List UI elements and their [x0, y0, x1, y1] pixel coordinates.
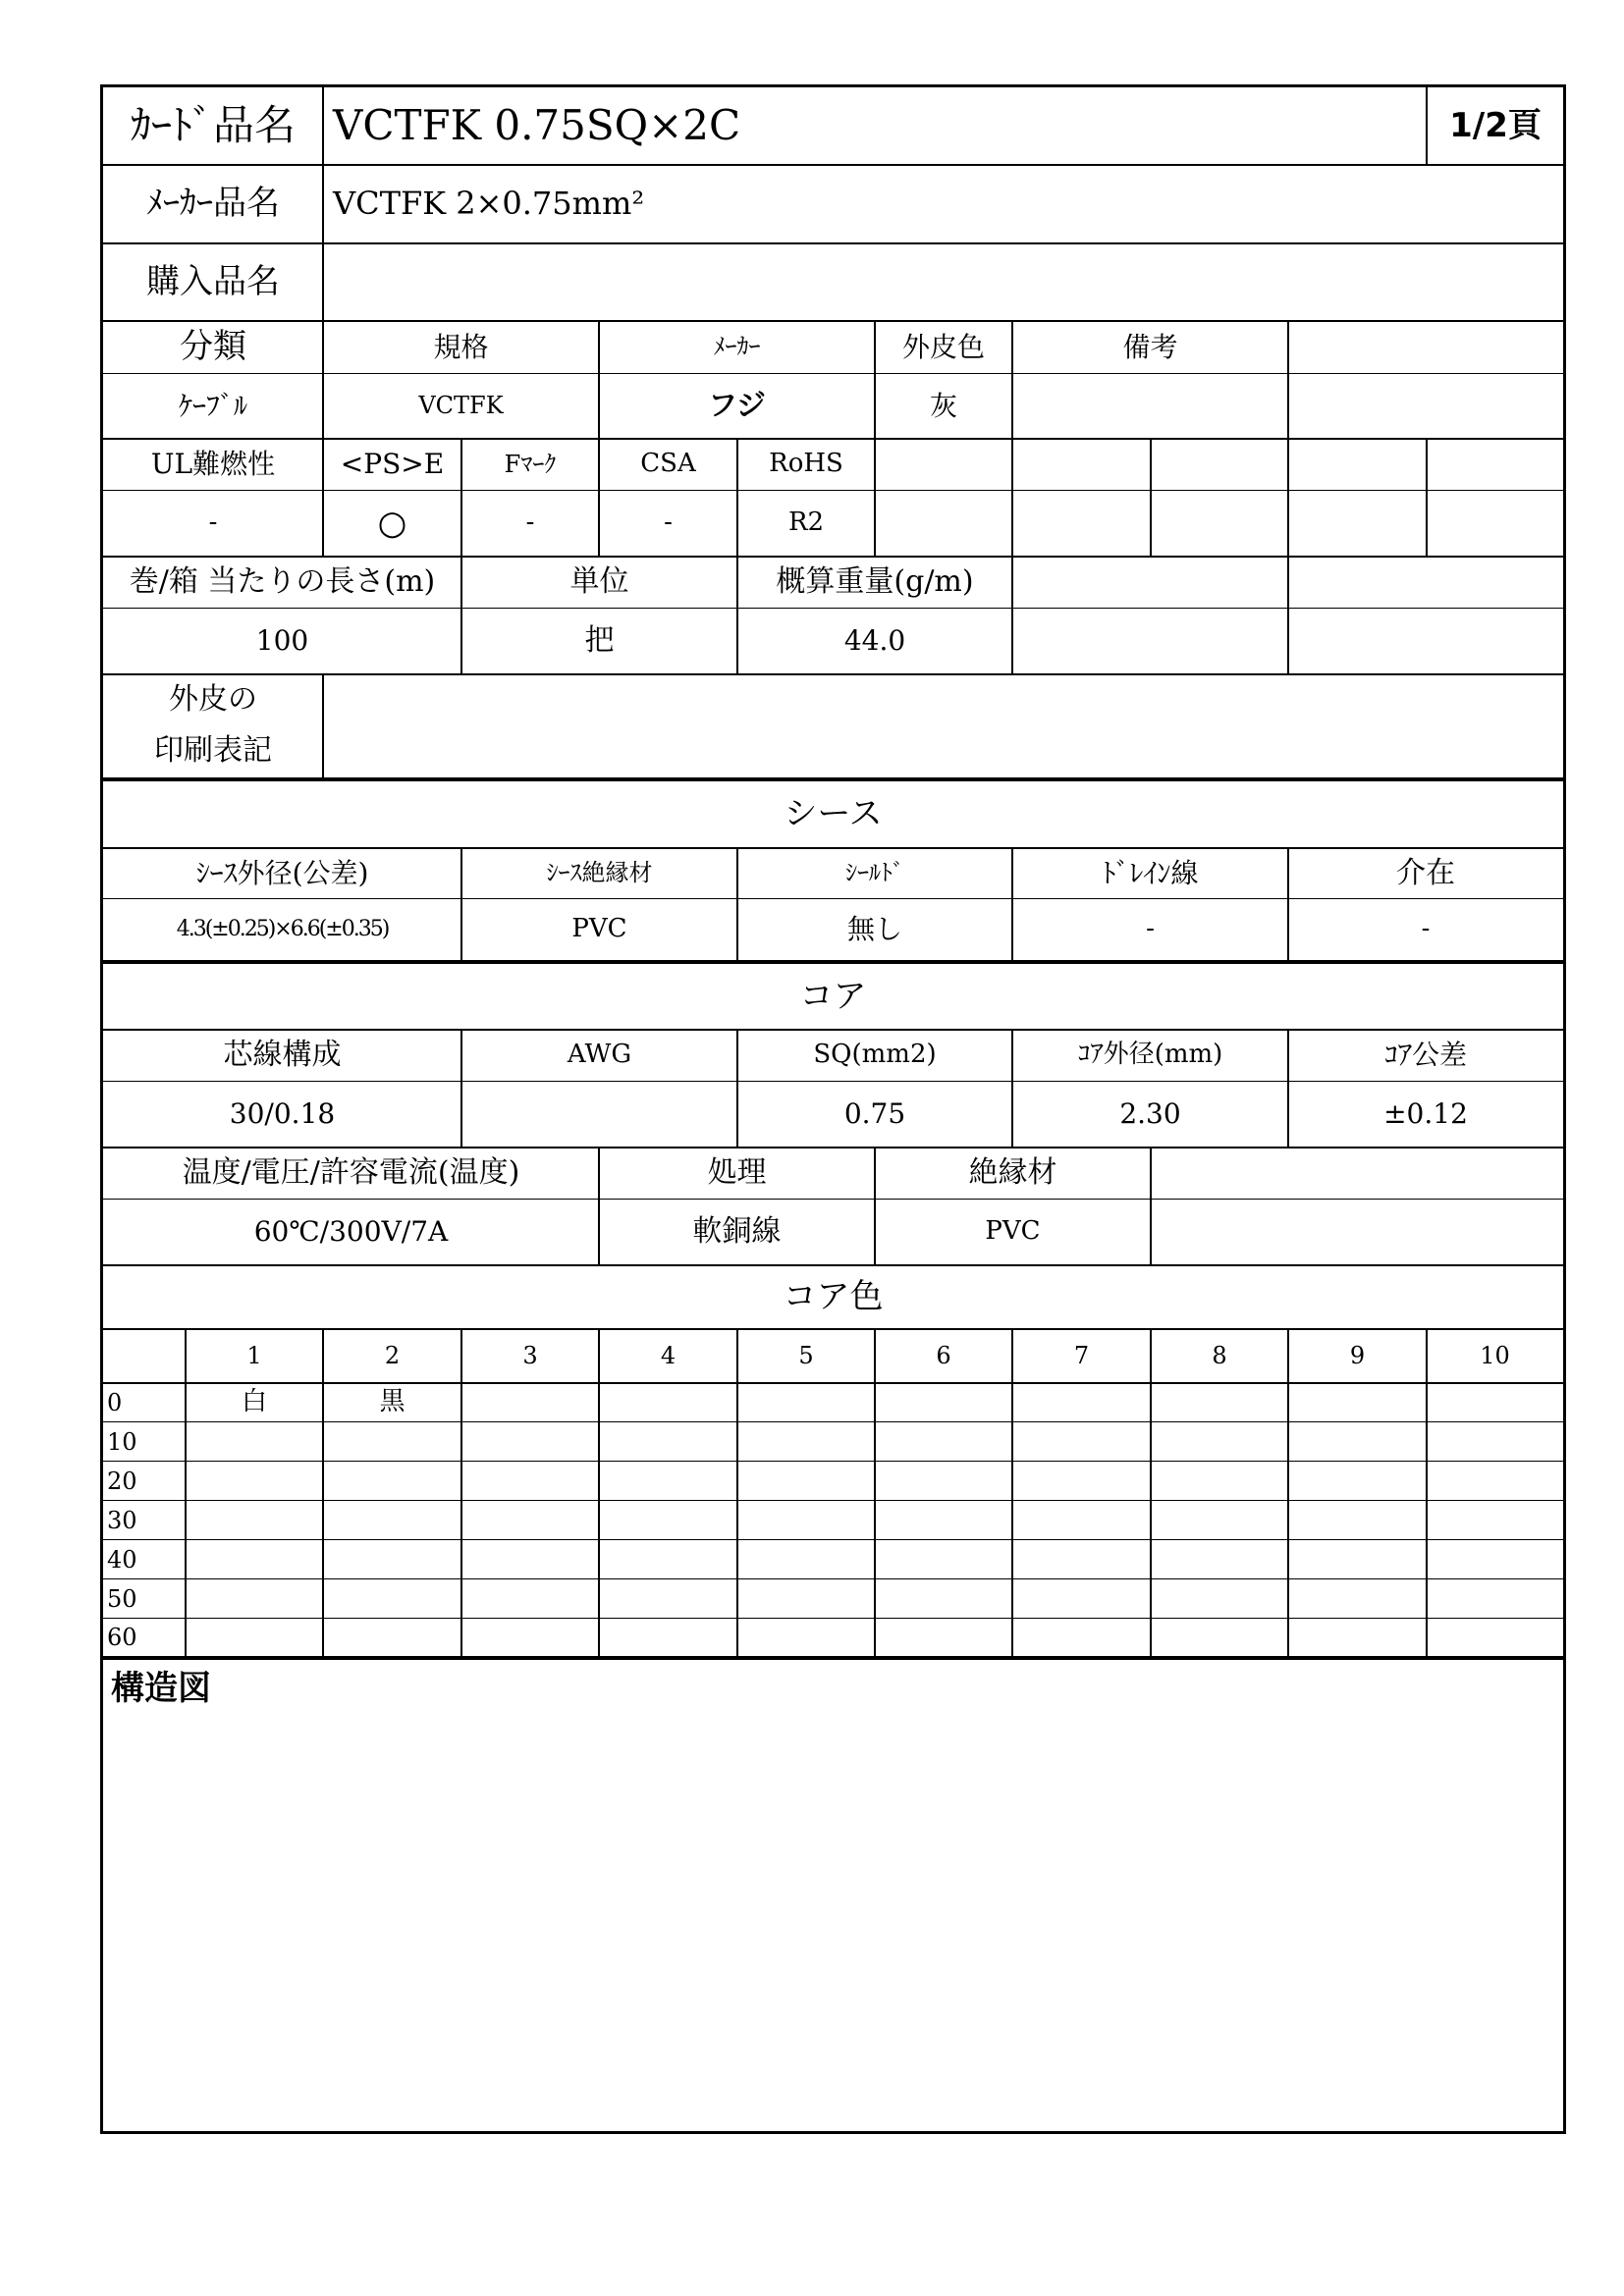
core-color-cell — [1427, 1540, 1563, 1579]
print-marking-label-2: 印刷表記 — [154, 733, 272, 768]
standard-value: VCTFK — [418, 392, 504, 420]
core-color-cell — [461, 1462, 599, 1501]
csa-header: CSA — [640, 449, 696, 479]
core-color-col-header: 8 — [1212, 1341, 1227, 1369]
cert-extra-header-1 — [875, 439, 1012, 490]
core-color-row-label: 10 — [107, 1427, 137, 1456]
core-color-cell — [1012, 1383, 1151, 1422]
core-color-col-header: 5 — [798, 1341, 814, 1369]
core-color-cell — [1288, 1579, 1427, 1619]
core-color-cell — [1288, 1501, 1427, 1540]
core-color-cell — [875, 1579, 1012, 1619]
core-color-cell — [1427, 1422, 1563, 1462]
rating-value: 60℃/300V/7A — [253, 1215, 449, 1249]
sheath-section-title: シース — [784, 794, 883, 834]
core-color-cell — [875, 1462, 1012, 1501]
core-color-cell — [1427, 1501, 1563, 1540]
classification-header: 分類 — [180, 327, 246, 367]
structure-diagram-area — [103, 1713, 1563, 2125]
core-color-row-label: 60 — [107, 1623, 137, 1651]
purchase-name-value — [323, 243, 1563, 320]
core-color-cell — [599, 1383, 737, 1422]
unit-value: 把 — [584, 623, 615, 658]
core-color-cell — [875, 1501, 1012, 1540]
core-color-cell — [186, 1619, 323, 1656]
sheath-insulation-value: PVC — [571, 914, 627, 944]
awg-header: AWG — [567, 1040, 632, 1070]
core-color-cell — [1012, 1579, 1151, 1619]
insulation-header: 絶縁材 — [968, 1155, 1057, 1190]
core-color-col-header: 7 — [1073, 1341, 1090, 1369]
print-marking-label-1: 外皮の — [169, 682, 257, 717]
rating-header: 温度/電圧/許容電流(温度) — [182, 1155, 520, 1190]
core-color-col-header: 6 — [936, 1341, 951, 1369]
core-color-cell — [1288, 1462, 1427, 1501]
core-color-cell — [737, 1540, 875, 1579]
insulation-value: PVC — [985, 1216, 1041, 1247]
core-color-cell — [323, 1501, 461, 1540]
filler-value: - — [1421, 914, 1431, 944]
core-color-cell — [1288, 1383, 1427, 1422]
core-color-cell — [875, 1619, 1012, 1656]
cert-extra-header-2 — [1012, 439, 1151, 490]
core-color-cell — [1151, 1422, 1288, 1462]
core-color-cell — [737, 1579, 875, 1619]
core-color-cell — [1427, 1619, 1563, 1656]
core-color-cell — [186, 1422, 323, 1462]
pse-value: ○ — [377, 503, 407, 543]
treatment-value: 軟銅線 — [692, 1214, 782, 1249]
core-color-cell — [599, 1422, 737, 1462]
core-color-cell — [1012, 1540, 1151, 1579]
weight-header: 概算重量(g/m) — [776, 564, 974, 599]
core-color-cell — [186, 1540, 323, 1579]
packaging-extra-header-1 — [1012, 557, 1288, 608]
core-tolerance-header: ｺｱ公差 — [1383, 1039, 1467, 1072]
sq-header: SQ(mm2) — [813, 1040, 937, 1070]
core-color-row-label: 40 — [107, 1545, 137, 1574]
core-color-cell — [1151, 1579, 1288, 1619]
core-tolerance-value: ±0.12 — [1383, 1097, 1468, 1131]
f-mark-header: Fﾏｰｸ — [504, 450, 557, 478]
core-color-cell — [1151, 1501, 1288, 1540]
pse-header: <PS>E — [340, 448, 445, 481]
classification-extra-header — [1288, 321, 1563, 373]
sheath-insulation-header: ｼｰｽ絶縁材 — [546, 859, 653, 887]
core-color-cell — [1427, 1579, 1563, 1619]
core-color-cell — [1427, 1383, 1563, 1422]
core-color-cell — [737, 1462, 875, 1501]
structure-diagram-label: 構造図 — [111, 1668, 211, 1708]
core-color-cell — [599, 1579, 737, 1619]
core-color-cell — [875, 1383, 1012, 1422]
print-marking-value — [323, 674, 1563, 777]
core-color-cell — [599, 1619, 737, 1656]
remarks-header: 備考 — [1122, 330, 1178, 363]
purchase-name-label: 購入品名 — [146, 261, 280, 301]
sheath-od-header: ｼｰｽ外径(公差) — [195, 856, 369, 889]
core-color-cell — [186, 1501, 323, 1540]
rohs-value: R2 — [787, 507, 825, 538]
sheath-od-value: 4.3(±0.25)×6.6(±0.35) — [176, 916, 389, 941]
filler-header: 介在 — [1396, 855, 1455, 890]
card-name-label: ｶｰﾄﾞ品名 — [130, 100, 296, 149]
core-color-cell — [323, 1422, 461, 1462]
core-color-cell — [186, 1462, 323, 1501]
packaging-extra-value-2 — [1288, 609, 1563, 673]
maker-value: フジ — [708, 388, 766, 423]
core-extra-header — [1151, 1148, 1563, 1199]
core-color-cell — [599, 1540, 737, 1579]
core-color-cell — [1151, 1462, 1288, 1501]
awg-value — [461, 1082, 737, 1147]
core-color-cell — [461, 1422, 599, 1462]
core-color-row-label: 50 — [107, 1584, 137, 1613]
core-od-header: ｺｱ外径(mm) — [1077, 1040, 1223, 1070]
standard-header: 規格 — [433, 330, 489, 363]
core-color-cell — [737, 1619, 875, 1656]
core-color-cell — [1012, 1501, 1151, 1540]
core-section-title: コア — [799, 976, 867, 1016]
core-color-cell — [186, 1579, 323, 1619]
core-color-col-header: 3 — [522, 1341, 538, 1369]
core-color-cell — [1288, 1422, 1427, 1462]
core-color-cell — [323, 1462, 461, 1501]
core-color-cell — [1151, 1540, 1288, 1579]
core-color-cell — [323, 1540, 461, 1579]
length-per-reel-value: 100 — [255, 624, 309, 658]
ul-flame-header: UL難燃性 — [150, 448, 276, 481]
core-color-cell — [461, 1619, 599, 1656]
card-name-value: VCTFK 0.75SQ×2C — [333, 100, 741, 149]
core-color-cell — [737, 1383, 875, 1422]
sheath-color-header: 外皮色 — [901, 330, 985, 363]
cert-extra-header-4 — [1288, 439, 1427, 490]
csa-value: - — [664, 507, 673, 538]
core-color-cell — [461, 1383, 599, 1422]
core-color-cell — [599, 1462, 737, 1501]
cert-extra-value-1 — [875, 491, 1012, 556]
ul-flame-value: - — [208, 507, 218, 538]
core-color-cell — [875, 1422, 1012, 1462]
core-color-col-header: 1 — [246, 1341, 262, 1369]
core-color-cell — [323, 1579, 461, 1619]
core-color-cell — [323, 1619, 461, 1656]
core-color-cell — [461, 1540, 599, 1579]
conductor-structure-header: 芯線構成 — [223, 1038, 342, 1072]
core-color-cell — [1288, 1540, 1427, 1579]
weight-value: 44.0 — [843, 624, 906, 658]
cert-extra-header-3 — [1151, 439, 1288, 490]
core-color-cell — [1151, 1383, 1288, 1422]
shield-value: 無し — [846, 913, 902, 946]
cert-extra-value-2 — [1012, 491, 1151, 556]
core-color-cell — [461, 1579, 599, 1619]
spec-sheet — [100, 84, 1566, 2134]
core-color-cell — [1151, 1619, 1288, 1656]
core-color-cell — [1012, 1619, 1151, 1656]
core-color-cell — [875, 1540, 1012, 1579]
remarks-value — [1012, 374, 1288, 438]
shield-header: ｼｰﾙﾄﾞ — [845, 859, 904, 887]
f-mark-value: - — [525, 507, 535, 538]
core-extra-value — [1151, 1200, 1563, 1264]
core-color-cell: 白 — [241, 1387, 267, 1417]
core-od-value: 2.30 — [1119, 1097, 1181, 1131]
core-color-cell — [1012, 1462, 1151, 1501]
cert-extra-value-3 — [1151, 491, 1288, 556]
core-color-cell — [737, 1422, 875, 1462]
maker-name-value: VCTFK 2×0.75mm² — [333, 185, 645, 223]
core-color-col-header: 4 — [660, 1341, 677, 1369]
core-color-row-label: 0 — [107, 1388, 123, 1416]
core-color-section-title: コア色 — [783, 1276, 884, 1316]
core-color-cell — [1427, 1462, 1563, 1501]
page-number: 1/2頁 — [1449, 105, 1542, 145]
core-color-cell — [599, 1501, 737, 1540]
core-color-col-header: 9 — [1349, 1341, 1366, 1369]
maker-header: ﾒｰｶｰ — [713, 333, 761, 361]
core-color-row-label: 30 — [107, 1506, 137, 1534]
conductor-structure-value: 30/0.18 — [229, 1097, 336, 1131]
core-color-cell — [1288, 1619, 1427, 1656]
classification-extra-value — [1288, 374, 1563, 438]
core-color-cell — [461, 1501, 599, 1540]
cert-extra-value-5 — [1427, 491, 1563, 556]
drain-wire-header: ﾄﾞﾚｲﾝ線 — [1102, 856, 1199, 889]
sheath-color-value: 灰 — [929, 389, 957, 422]
core-color-col-header: 2 — [384, 1341, 401, 1369]
drain-wire-value: - — [1146, 914, 1155, 944]
cert-extra-header-5 — [1427, 439, 1563, 490]
treatment-header: 処理 — [707, 1155, 767, 1190]
rohs-header: RoHS — [769, 449, 843, 479]
core-color-cell — [737, 1501, 875, 1540]
core-color-cell — [1012, 1422, 1151, 1462]
cert-extra-value-4 — [1288, 491, 1427, 556]
packaging-extra-value-1 — [1012, 609, 1288, 673]
length-per-reel-header: 巻/箱 当たりの長さ(m) — [129, 564, 436, 599]
core-color-cell: 黒 — [379, 1387, 406, 1417]
core-color-col-header: 10 — [1480, 1341, 1510, 1369]
packaging-extra-header-2 — [1288, 557, 1563, 608]
classification-value: ｹｰﾌﾞﾙ — [178, 389, 247, 422]
sq-value: 0.75 — [843, 1097, 906, 1131]
core-color-row-label: 20 — [107, 1467, 137, 1495]
maker-name-label: ﾒｰｶｰ品名 — [146, 184, 280, 224]
unit-header: 単位 — [569, 564, 629, 599]
